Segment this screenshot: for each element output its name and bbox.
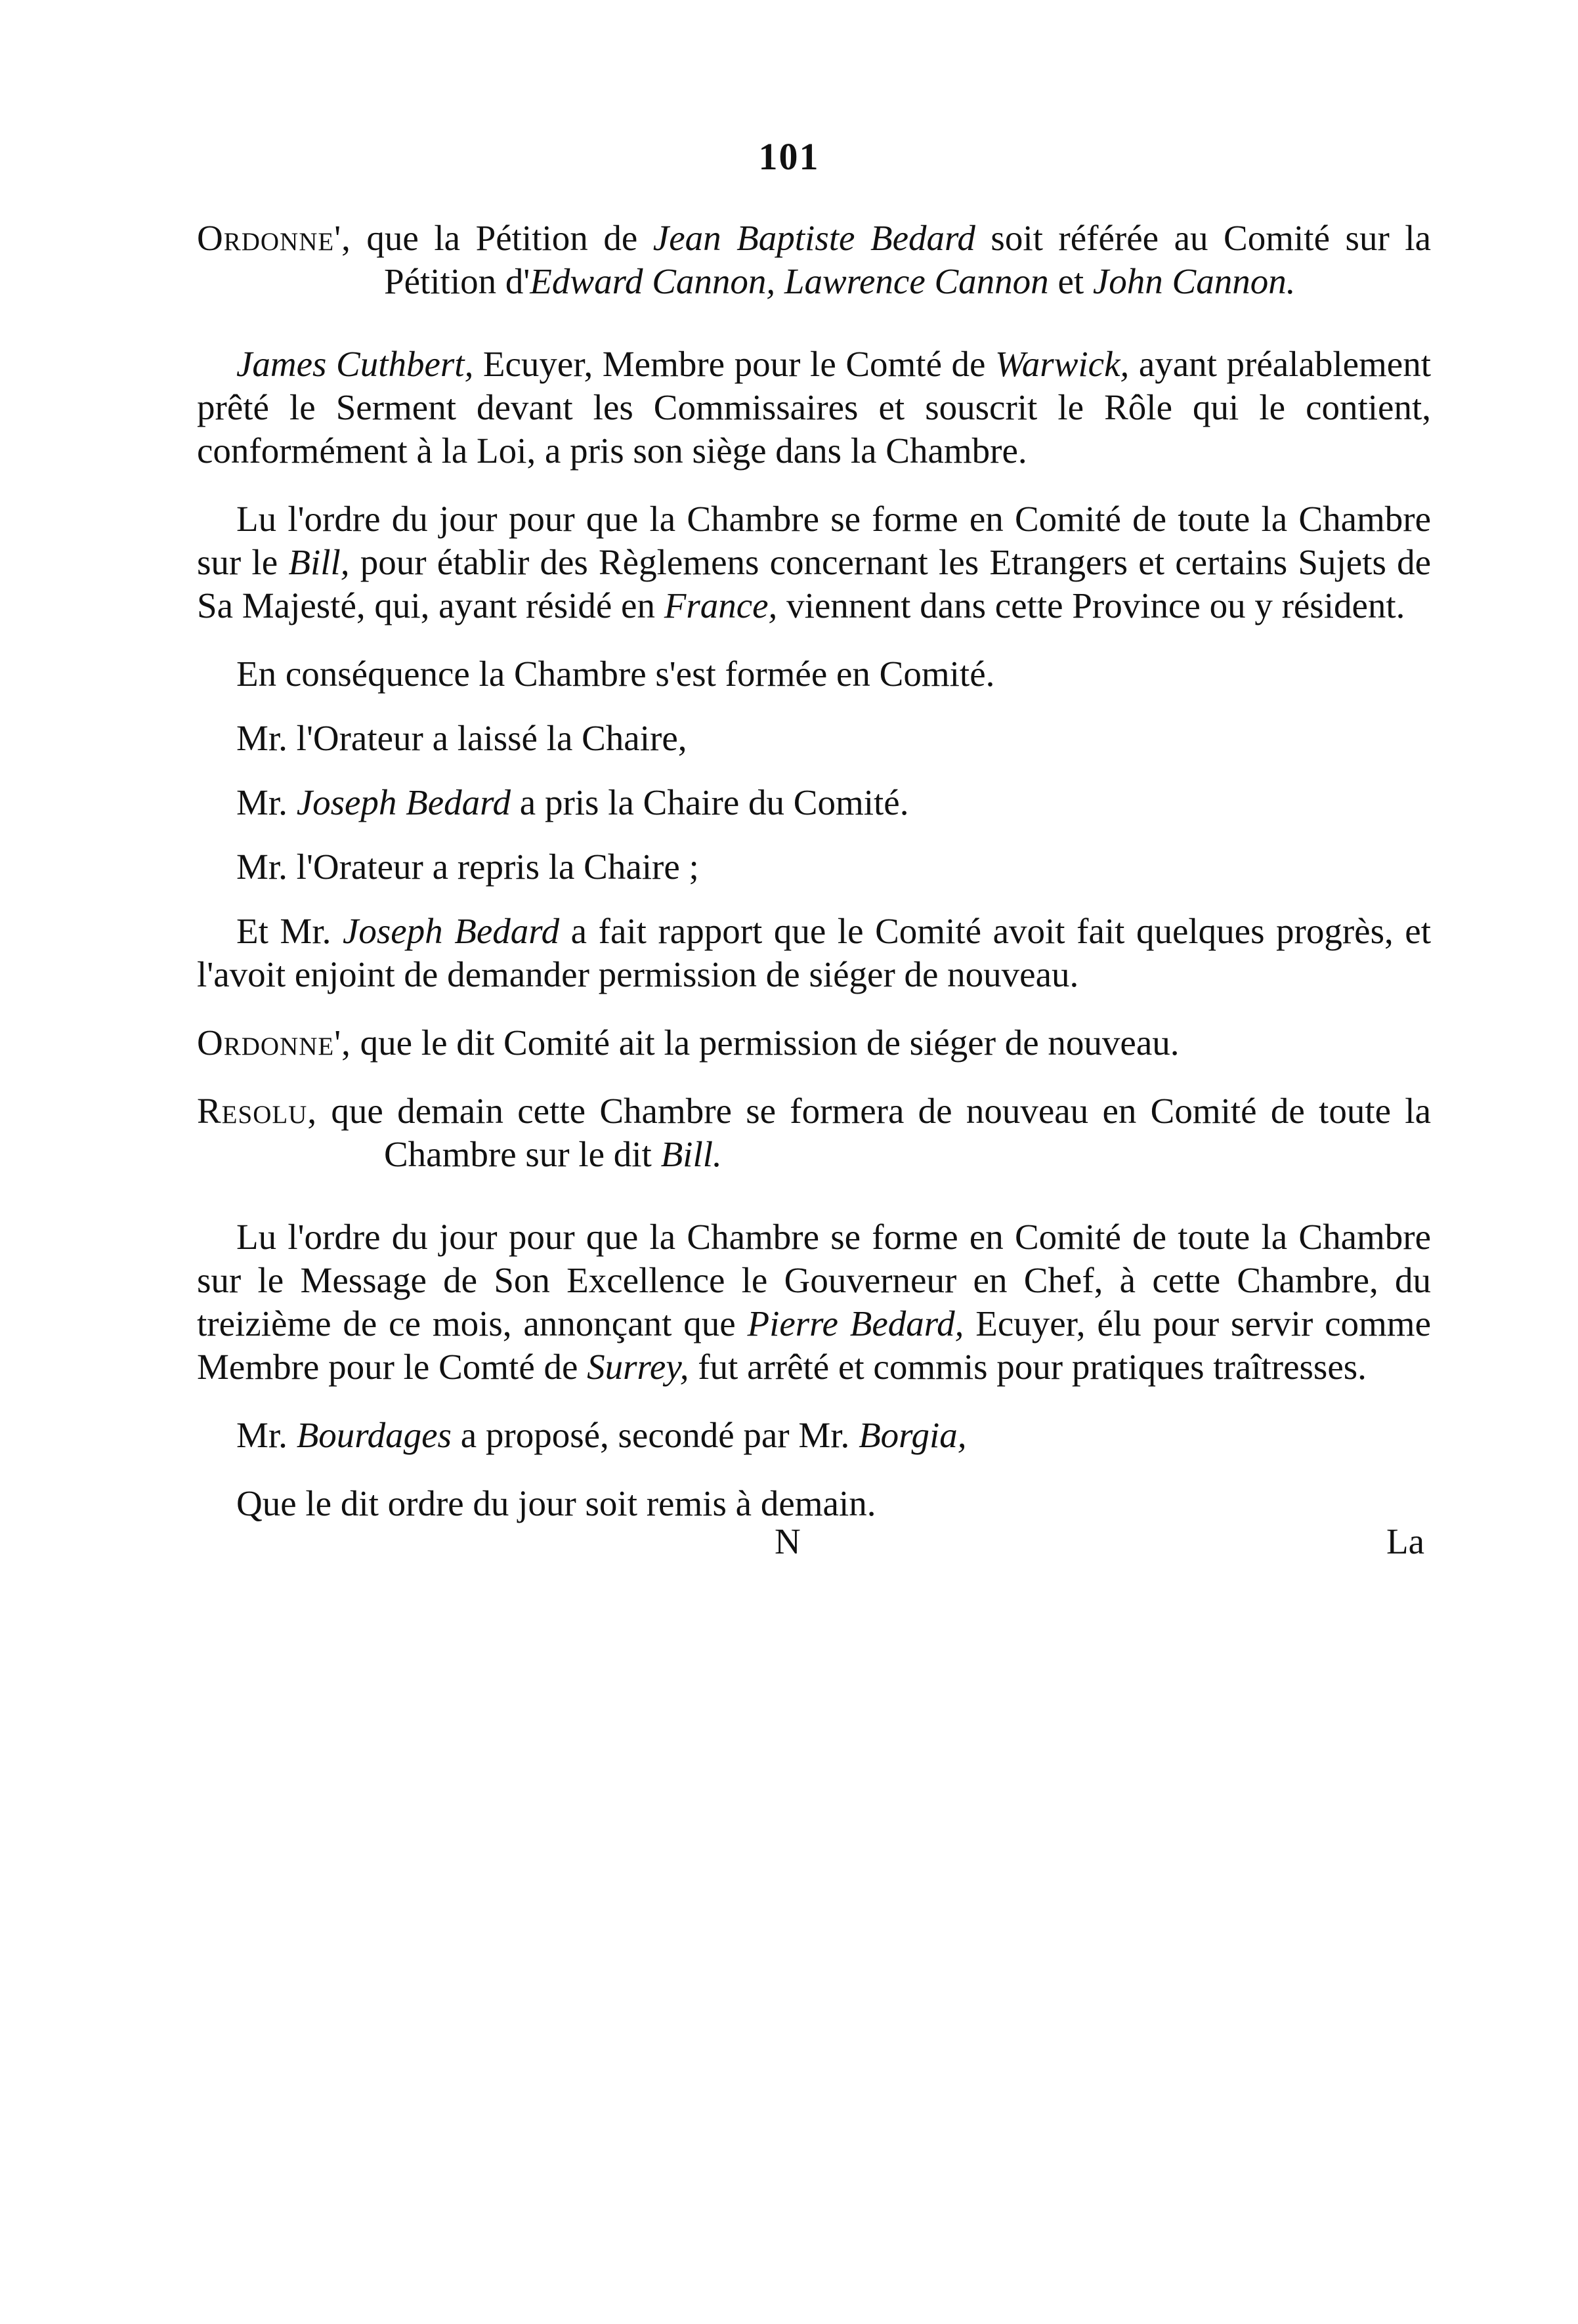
paragraph-remis: Que le dit ordre du jour soit remis à demain. [236, 1483, 876, 1523]
catchword: La [1386, 1521, 1424, 1561]
paragraph-lead: Resolu, [197, 1091, 318, 1131]
paragraph-motion: Mr. Bourdages a proposé, secondé par Mr. Borgia, [236, 1415, 967, 1455]
paragraph-bedard-chaire: Mr. Joseph Bedard a pris la Chaire du Comité. [236, 782, 909, 822]
paragraph-orateur-repris: Mr. l'Orateur a repris la Chaire ; [236, 847, 699, 887]
paragraph-ordonne-permission: Ordonne', que le dit Comité ait la permission de siéger de nouveau. [197, 1023, 1180, 1063]
paragraph-lead: Ordonne', [197, 1023, 351, 1063]
paragraph-rapport: Et Mr. Joseph Bedard a fait rapport que le Comité avoit fait quelques progrès, et l'avoit enjoint de demander permission de siéger de nouveau. [197, 911, 1431, 994]
paragraph-ordonne-petition: Ordonne', que la Pétition de Jean Baptiste Bedard soit référée au Comité sur la Pétition d'Edward Cannon, Lawrence Cannon et John Cannon. [197, 218, 1432, 301]
paragraph-lead: Ordonne', [197, 218, 351, 258]
page-footer-line [197, 1520, 1431, 1566]
page-body [197, 217, 1431, 1566]
paragraph-cuthbert: James Cuthbert, Ecuyer, Membre pour le Comté de Warwick, ayant préalablement prêté le Serment devant les Commissaires et souscrit le Rôle qui le contient, conformément à la Loi, a pris son siège dans la Chambre. [197, 344, 1431, 471]
paragraph-consequence: En conséquence la Chambre s'est formée en Comité. [236, 654, 995, 694]
paragraph-message-gouverneur: Lu l'ordre du jour pour que la Chambre se forme en Comité de toute la Chambre sur le Message de Son Excellence le Gouverneur en Chef, à cette Chambre, du treizième de ce mois, annonçant que Pierre Bedard, Ecuyer, élu pour servir comme Membre pour le Comté de Surrey, fut arrêté et commis pour pratiques traîtresses. [197, 1217, 1432, 1387]
paragraph-resolu: Resolu, que demain cette Chambre se formera de nouveau en Comité de toute la Chambre sur le dit Bill. [197, 1091, 1431, 1174]
paragraph-ordre-du-jour-bill: Lu l'ordre du jour pour que la Chambre se forme en Comité de toute la Chambre sur le Bill, pour établir des Règlemens concernant les Etrangers et certains Sujets de Sa Majesté, qui, ayant résidé en France, viennent dans cette Province ou y résident. [197, 499, 1432, 625]
signature-mark: N [775, 1521, 801, 1561]
paragraph-orateur-laisse: Mr. l'Orateur a laissé la Chaire, [236, 718, 687, 758]
page-number: 101 [758, 135, 820, 178]
